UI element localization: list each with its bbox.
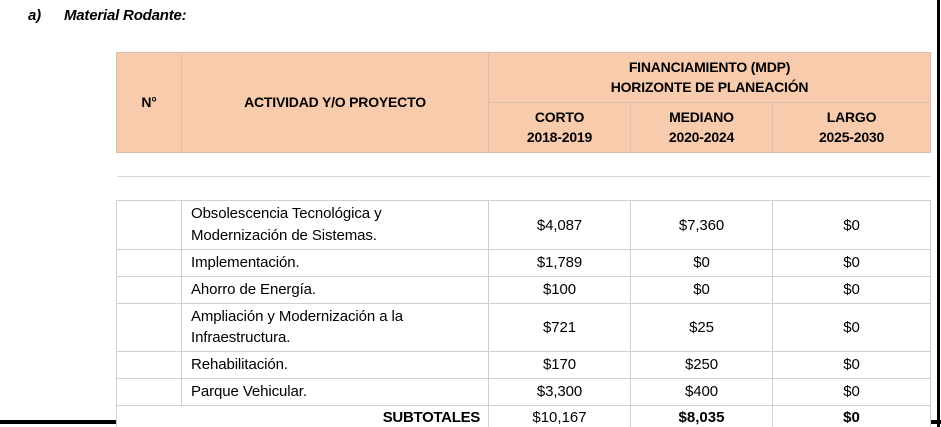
subtotal-mediano: $8,035: [631, 405, 773, 427]
header-cell-financing: [489, 53, 931, 103]
financing-table: [116, 52, 931, 427]
cell-no: [117, 276, 182, 303]
cell-largo: $0: [773, 352, 931, 379]
cell-no: [117, 250, 182, 277]
cell-corto: $3,300: [489, 378, 631, 405]
section-heading-label: a): [28, 7, 41, 24]
spacer-row-1: [117, 153, 931, 177]
cell-largo: $0: [773, 201, 931, 250]
cell-no: [117, 378, 182, 405]
section-heading: [28, 7, 186, 24]
period-range-corto: 2018-2019: [526, 128, 593, 145]
cell-corto: $721: [489, 303, 631, 352]
financing-table-body: [117, 153, 931, 427]
header-cell-corto: [489, 103, 631, 153]
cell-mediano: $0: [631, 276, 773, 303]
cell-corto: $1,789: [489, 250, 631, 277]
header-cell-mediano: [631, 103, 773, 153]
subtotal-label: SUBTOTALES: [117, 405, 489, 427]
spacer-row-2: [117, 177, 931, 201]
subtotal-row: [117, 405, 931, 427]
cell-activity: Obsolescencia Tecnológica y Modernización de Sistemas.: [182, 201, 489, 250]
page-border-right: [937, 0, 940, 427]
table-row: [117, 276, 931, 303]
cell-largo: $0: [773, 276, 931, 303]
cell-largo: $0: [773, 303, 931, 352]
cell-corto: $4,087: [489, 201, 631, 250]
cell-mediano: $400: [631, 378, 773, 405]
section-heading-title: Material Rodante:: [64, 7, 187, 24]
table-row: [117, 378, 931, 405]
cell-corto: $100: [489, 276, 631, 303]
header-cell-no: N°: [117, 53, 182, 153]
cell-mediano: $0: [631, 250, 773, 277]
spacer-cell: [117, 153, 931, 177]
cell-activity: Implementación.: [182, 250, 489, 277]
cell-mediano: $7,360: [631, 201, 773, 250]
spacer-cell: [117, 177, 931, 201]
period-label-mediano: MEDIANO: [669, 108, 734, 125]
period-label-corto: CORTO: [534, 108, 585, 125]
subtotal-largo: $0: [773, 405, 931, 427]
cell-largo: $0: [773, 378, 931, 405]
period-range-mediano: 2020-2024: [668, 128, 735, 145]
table-row: [117, 201, 931, 250]
financing-title-line1: FINANCIAMIENTO (MDP): [628, 58, 791, 75]
header-cell-largo: [773, 103, 931, 153]
header-row-top: [117, 53, 931, 103]
financing-table-header: [117, 53, 931, 153]
cell-activity: Rehabilitación.: [182, 352, 489, 379]
cell-mediano: $250: [631, 352, 773, 379]
subtotal-corto: $10,167: [489, 405, 631, 427]
period-range-largo: 2025-2030: [818, 128, 885, 145]
table-row: [117, 303, 931, 352]
cell-activity: Ahorro de Energía.: [182, 276, 489, 303]
cell-activity: Ampliación y Modernización a la Infraestructura.: [182, 303, 489, 352]
cell-no: [117, 201, 182, 250]
financing-title-line2: HORIZONTE DE PLANEACIÓN: [610, 78, 809, 95]
cell-activity: Parque Vehicular.: [182, 378, 489, 405]
cell-no: [117, 303, 182, 352]
cell-mediano: $25: [631, 303, 773, 352]
period-label-largo: LARGO: [826, 108, 877, 125]
header-cell-activity: ACTIVIDAD Y/O PROYECTO: [182, 53, 489, 153]
cell-corto: $170: [489, 352, 631, 379]
cell-largo: $0: [773, 250, 931, 277]
table-row: [117, 250, 931, 277]
table-row: [117, 352, 931, 379]
cell-no: [117, 352, 182, 379]
